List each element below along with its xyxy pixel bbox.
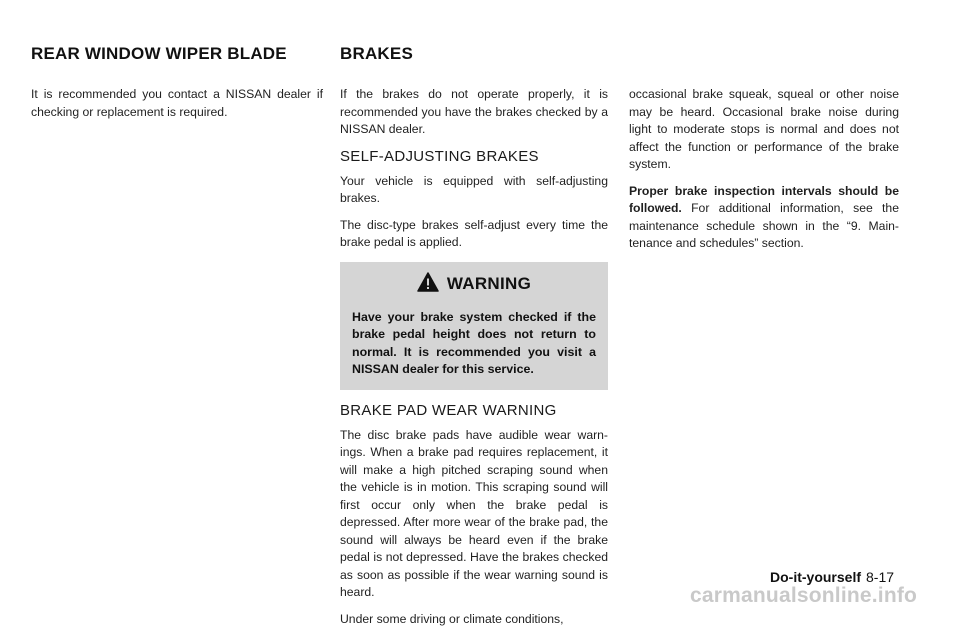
warning-title: WARNING (446, 274, 532, 293)
section-title-brakes: BRAKES (340, 44, 413, 63)
watermark: carmanualsonline.info (690, 584, 918, 607)
warning-triangle-icon (417, 272, 439, 297)
self-adjusting-p1: Your vehicle is equipped with self-adjusting brakes. (340, 173, 608, 205)
section-title-rear-wiper: REAR WINDOW WIPER BLADE (31, 44, 287, 63)
page-number: 8-17 (866, 569, 895, 585)
continued-p2 (629, 183, 899, 253)
rear-wiper-paragraph: It is recommended you contact a NISSAN dealer if checking or replacement is required. (31, 87, 323, 119)
inspection-intervals-rest: For additional information, see the maintenance schedule shown in the “9. Main-tenance and schedules” section. (629, 201, 899, 250)
warning-text: Have your brake system checked if the brake pedal height does not return to normal. It is recommended you visit a NISSAN dealer for this service. (352, 309, 596, 376)
pad-wear-p1: The disc brake pads have audible wear warn-ings. When a brake pad requires replacement, it will make a high pitched scraping sound when the vehicle is in motion. This scraping sound will first occur only when the brake pedal is depressed. After more wear of the brake pad, the sound will always be heard even if the brake pedal is not depressed. Have the brakes checked as soon as possible if the wear warning sound is heard. (340, 427, 608, 599)
continued-p1: occasional brake squeak, squeal or other noise may be heard. Occasional brake noise during light to moderate stops is normal and does not affect the function or performance of the brake system. (629, 87, 899, 171)
inspection-intervals-bold: Proper brake inspection intervals should be followed. (629, 183, 899, 215)
page-footer (770, 569, 894, 585)
heading-self-adjusting: SELF-ADJUSTING BRAKES (340, 147, 539, 165)
heading-pad-wear: BRAKE PAD WEAR WARNING (340, 401, 557, 419)
warning-box (340, 262, 608, 390)
brakes-content (340, 86, 608, 637)
brakes-continued-content (629, 86, 899, 262)
self-adjusting-p2: The disc-type brakes self-adjust every time the brake pedal is applied. (340, 217, 608, 249)
footer-section-name: Do-it-yourself (770, 569, 861, 585)
warning-header (352, 272, 596, 297)
brakes-intro: If the brakes do not operate properly, it is recommended you have the brakes checked by a NISSAN dealer. (340, 87, 608, 136)
pad-wear-p2: Under some driving or climate conditions, (340, 611, 564, 626)
